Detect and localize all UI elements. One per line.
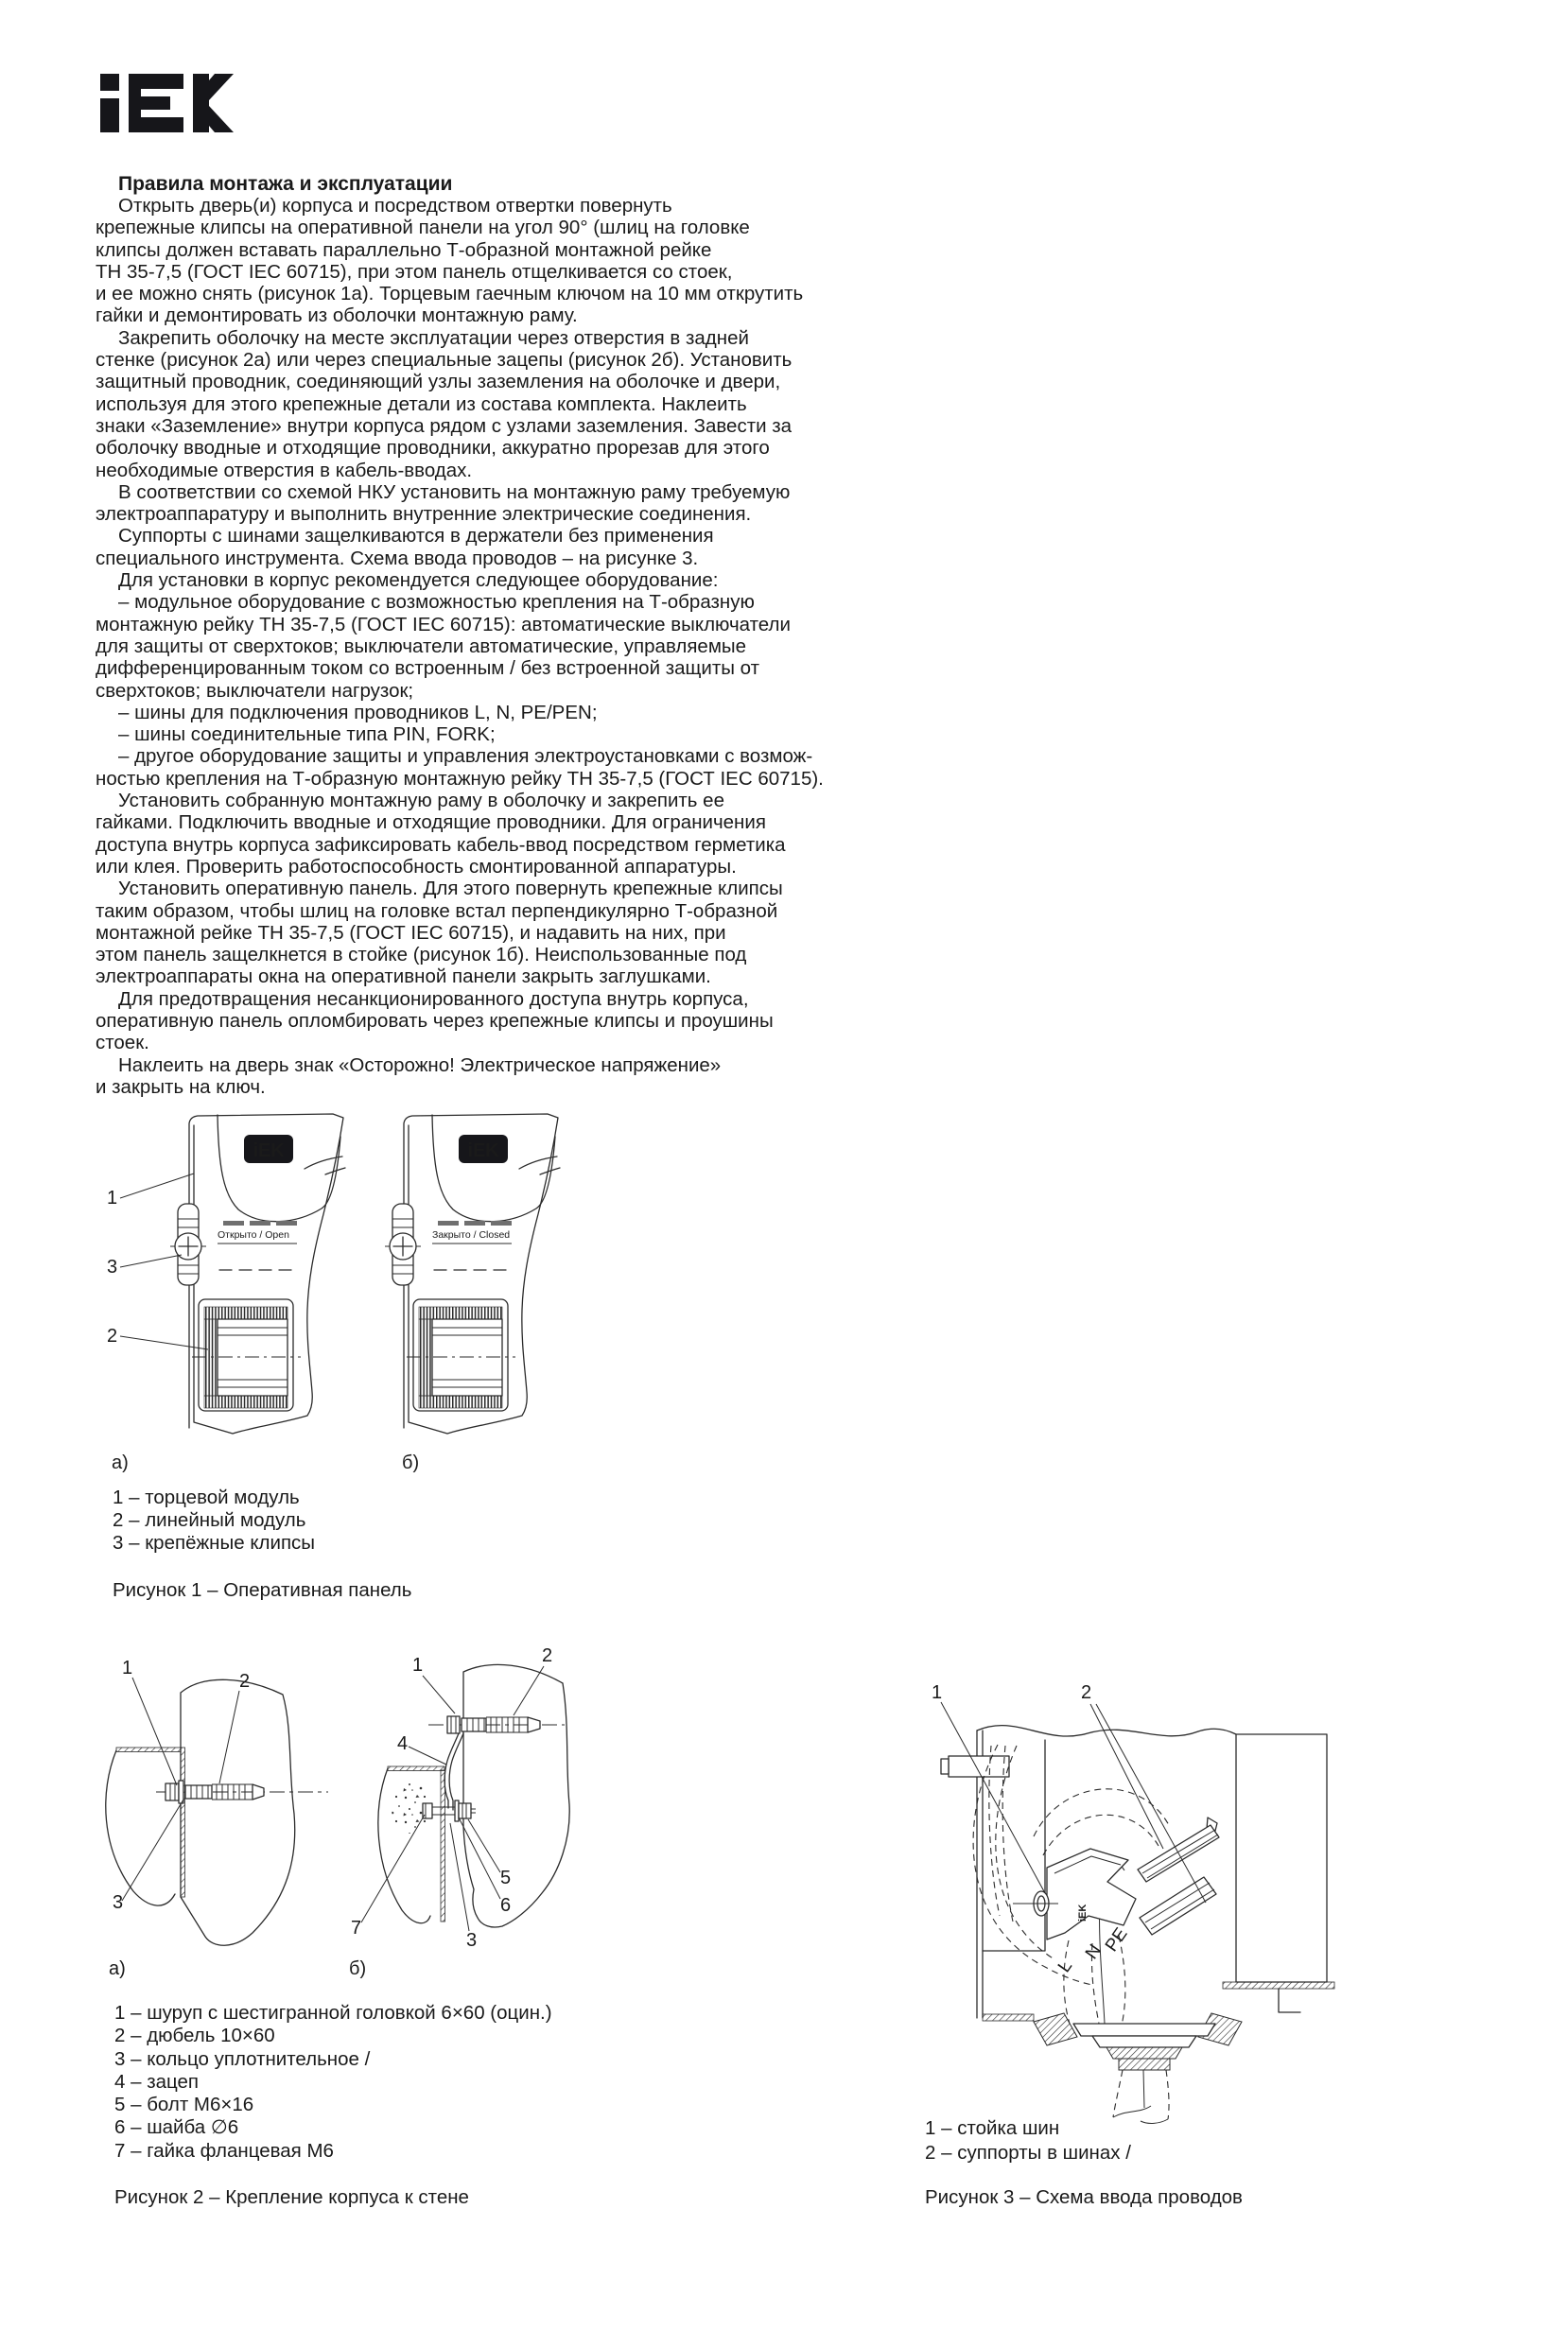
bus-stand-logo-text: iEK <box>1077 1904 1089 1922</box>
wire-label-N: N <box>1081 1940 1106 1963</box>
callout-2: 2 <box>1081 1682 1092 1703</box>
paragraph <box>96 790 824 878</box>
legend-line: 3 – крепёжные клипсы <box>113 1532 316 1554</box>
fig1-caption: Рисунок 1 – Оперативная панель <box>113 1579 412 1601</box>
text-line: стенке (рисунок 2а) или через специальные зацепы (рисунок 2б). Установить <box>96 349 793 372</box>
wire-label-PE: PE <box>1101 1924 1132 1956</box>
legend-line: 7 – гайка фланцевая М6 <box>114 2139 334 2162</box>
enclosure-back-sheet <box>441 1770 445 1922</box>
text-line: Для установки в корпус рекомендуется следующее оборудование: <box>118 569 719 592</box>
text-line: или клея. Проверить работоспособность смонтированной аппаратуры. <box>96 855 737 878</box>
legend-line: 1 – стойка шин <box>925 2117 1060 2139</box>
fig3-legend <box>925 2116 1131 2165</box>
fig2-legend <box>114 2002 552 2163</box>
page-title: Правила монтажа и эксплуатации <box>118 173 453 195</box>
paragraph <box>96 988 824 1054</box>
bus-stand <box>1047 1849 1136 1939</box>
wire-label-L: L <box>1054 1957 1077 1976</box>
text-line: специального инструмента. Схема ввода проводов – на рисунке 3. <box>96 547 699 569</box>
callout-6: 6 <box>500 1895 512 1916</box>
paragraph <box>96 481 824 526</box>
panel-front-drawing <box>170 1114 345 1434</box>
paragraph <box>96 1054 824 1099</box>
text-line: – шины для подключения проводников L, N, PE/PEN; <box>118 701 598 723</box>
paragraph <box>96 723 824 745</box>
text-line: таким образом, чтобы шлиц на головке встал перпендикулярно Т-образной <box>96 899 778 922</box>
text-line: Для предотвращения несанкционированного доступа внутрь корпуса, <box>118 987 749 1010</box>
paragraph <box>96 745 824 790</box>
text-line: защитный проводник, соединяющий узлы заземления на оболочке и двери, <box>96 371 781 393</box>
text-line: монтажную рейку ТН 35-7,5 (ГОСТ IEC 60715): автоматические выключатели <box>96 613 791 635</box>
text-line: Установить собранную монтажную раму в оболочку и закрепить ее <box>118 790 724 812</box>
text-line: электроаппараты окна на оперативной панели закрыть заглушками. <box>96 965 711 988</box>
fig2a-drawing <box>106 1658 328 1979</box>
text-line: крепежные клипсы на оперативной панели на угол 90° (шлиц на головке <box>96 217 750 239</box>
text-line: – модульное оборудование с возможностью крепления на Т-образную <box>118 591 755 614</box>
text-line: оперативную панель опломбировать через крепежные клипсы и проушины <box>96 1009 774 1032</box>
fig1-legend <box>113 1487 315 1555</box>
figure2-drawing <box>90 1645 619 1986</box>
figure3-drawing <box>903 1655 1357 2128</box>
text-line: дифференцированным током со встроенным / без встроенной защиты от <box>96 657 760 680</box>
legend-line: 1 – шуруп с шестигранной головкой 6×60 (оцин.) <box>114 2002 552 2024</box>
legend-line: 2 – линейный модуль <box>113 1509 306 1531</box>
text-line: электроаппаратуру и выполнить внутренние электрические соединения. <box>96 503 752 526</box>
callout-1: 1 <box>412 1655 424 1676</box>
legend-line: 3 – кольцо уплотнительное / <box>114 2047 371 2070</box>
text-line: знаки «Заземление» внутри корпуса рядом с узлами заземления. Завести за <box>96 414 793 437</box>
concrete-wall <box>181 1679 295 1945</box>
fig2-label-b: б) <box>349 1958 367 1979</box>
text-line: ностью крепления на Т-образную монтажную рейку ТН 35-7,5 (ГОСТ IEC 60715). <box>96 767 824 790</box>
panel-gray-dashes <box>223 1221 297 1226</box>
fig1-label-b: б) <box>402 1452 420 1473</box>
text-line: В соответствии со схемой НКУ установить на монтажную раму требуемую <box>118 480 791 503</box>
text-line: монтажной рейке ТН 35-7,5 (ГОСТ IEC 60715), и надавить на них, при <box>96 921 726 944</box>
text-line: используя для этого крепежные детали из состава комплекта. Наклеить <box>96 392 747 415</box>
hook <box>444 1733 463 1810</box>
figure1-drawing <box>90 1111 577 1475</box>
concrete-wall <box>463 1664 569 1927</box>
text-line: оболочку вводные и отходящие проводники, аккуратно прорезав для этого <box>96 437 770 460</box>
callout-2: 2 <box>239 1671 251 1692</box>
legend-line: 5 – болт М6×16 <box>114 2094 254 2116</box>
legend-line: 2 – дюбель 10×60 <box>114 2025 275 2047</box>
text-line: и ее можно снять (рисунок 1а). Торцевым гаечным ключом на 10 мм открутить <box>96 283 804 305</box>
fig2b-drawing <box>349 1645 569 1979</box>
callout-3: 3 <box>107 1257 118 1278</box>
text-line: Открыть дверь(и) корпуса и посредством отвертки повернуть <box>118 195 672 217</box>
callout-1: 1 <box>107 1188 118 1209</box>
callout-1: 1 <box>932 1682 943 1703</box>
callout-5: 5 <box>500 1868 512 1888</box>
panel-state-label-closed: Закрыто / Closed <box>432 1229 511 1241</box>
text-line: Закрепить оболочку на месте эксплуатации через отверстия в задней <box>118 326 749 349</box>
text-line: этом панель защелкнется в стойке (рисунок 1б). Неиспользованные под <box>96 944 747 966</box>
text-line: – другое оборудование защиты и управления электроустановками с возмож- <box>118 745 813 768</box>
body-text <box>96 195 824 1098</box>
text-line: гайки и демонтировать из оболочки монтажную раму. <box>96 304 578 327</box>
legend-line: 4 – зацеп <box>114 2070 200 2093</box>
text-line: – шины соединительные типа PIN, FORK; <box>118 723 496 746</box>
text-line: гайками. Подключить вводные и отходящие проводники. Для ограничения <box>96 811 766 834</box>
panel-logo-text: iEK <box>253 1140 285 1161</box>
paragraph <box>96 702 824 723</box>
text-line: Суппорты с шинами защелкиваются в держатели без применения <box>118 525 714 548</box>
callout-3: 3 <box>466 1930 478 1951</box>
text-line: для защиты от сверхтоков; выключатели автоматические, управляемые <box>96 635 747 657</box>
fig3-caption: Рисунок 3 – Схема ввода проводов <box>925 2186 1243 2208</box>
fig2-label-a: а) <box>109 1958 126 1979</box>
text-line: ТН 35-7,5 (ГОСТ IEC 60715), при этом панель отщелкивается со стоек, <box>96 260 733 283</box>
enclosure-outline <box>941 1726 1334 2021</box>
text-line: и закрыть на ключ. <box>96 1075 266 1098</box>
callout-1: 1 <box>122 1658 133 1678</box>
paragraph <box>96 878 824 987</box>
legend-line: 6 – шайба ∅6 <box>114 2116 239 2139</box>
cable-gland <box>1034 2013 1242 2123</box>
text-line: клипсы должен вставать параллельно Т-образной монтажной рейке <box>96 238 712 261</box>
panel-state-label-open: Открыто / Open <box>218 1229 289 1241</box>
text-line: сверхтоков; выключатели нагрузок; <box>96 679 414 702</box>
callout-7: 7 <box>351 1918 362 1939</box>
fig1-label-a: а) <box>112 1452 129 1473</box>
text-line: необходимые отверстия в кабель-вводах. <box>96 459 473 481</box>
paragraph <box>96 591 824 701</box>
paragraph <box>96 525 824 569</box>
text-line: Наклеить на дверь знак «Осторожно! Электрическое напряжение» <box>118 1053 722 1076</box>
fig2-caption: Рисунок 2 – Крепление корпуса к стене <box>114 2186 469 2208</box>
enclosure-back-sheet <box>181 1748 185 1897</box>
bolt-washer-nut <box>423 1800 476 1821</box>
paragraph <box>96 327 824 481</box>
legend-line: 1 – торцевой модуль <box>113 1487 300 1508</box>
text-line: доступа внутрь корпуса зафиксировать кабель-ввод посредством герметика <box>96 833 786 856</box>
text-line: Установить оперативную панель. Для этого повернуть крепежные клипсы <box>118 878 783 900</box>
legend-line: 2 – суппорты в шинах / <box>925 2142 1131 2164</box>
callout-2: 2 <box>107 1326 118 1347</box>
callout-3: 3 <box>113 1892 124 1913</box>
paragraph <box>96 195 824 327</box>
paragraph <box>96 569 824 591</box>
text-line: стоек. <box>96 1032 149 1054</box>
callout-2: 2 <box>542 1645 553 1666</box>
callout-4: 4 <box>397 1733 409 1754</box>
bus-stand-and-supports <box>1013 1818 1219 1939</box>
iek-logo <box>100 74 238 132</box>
